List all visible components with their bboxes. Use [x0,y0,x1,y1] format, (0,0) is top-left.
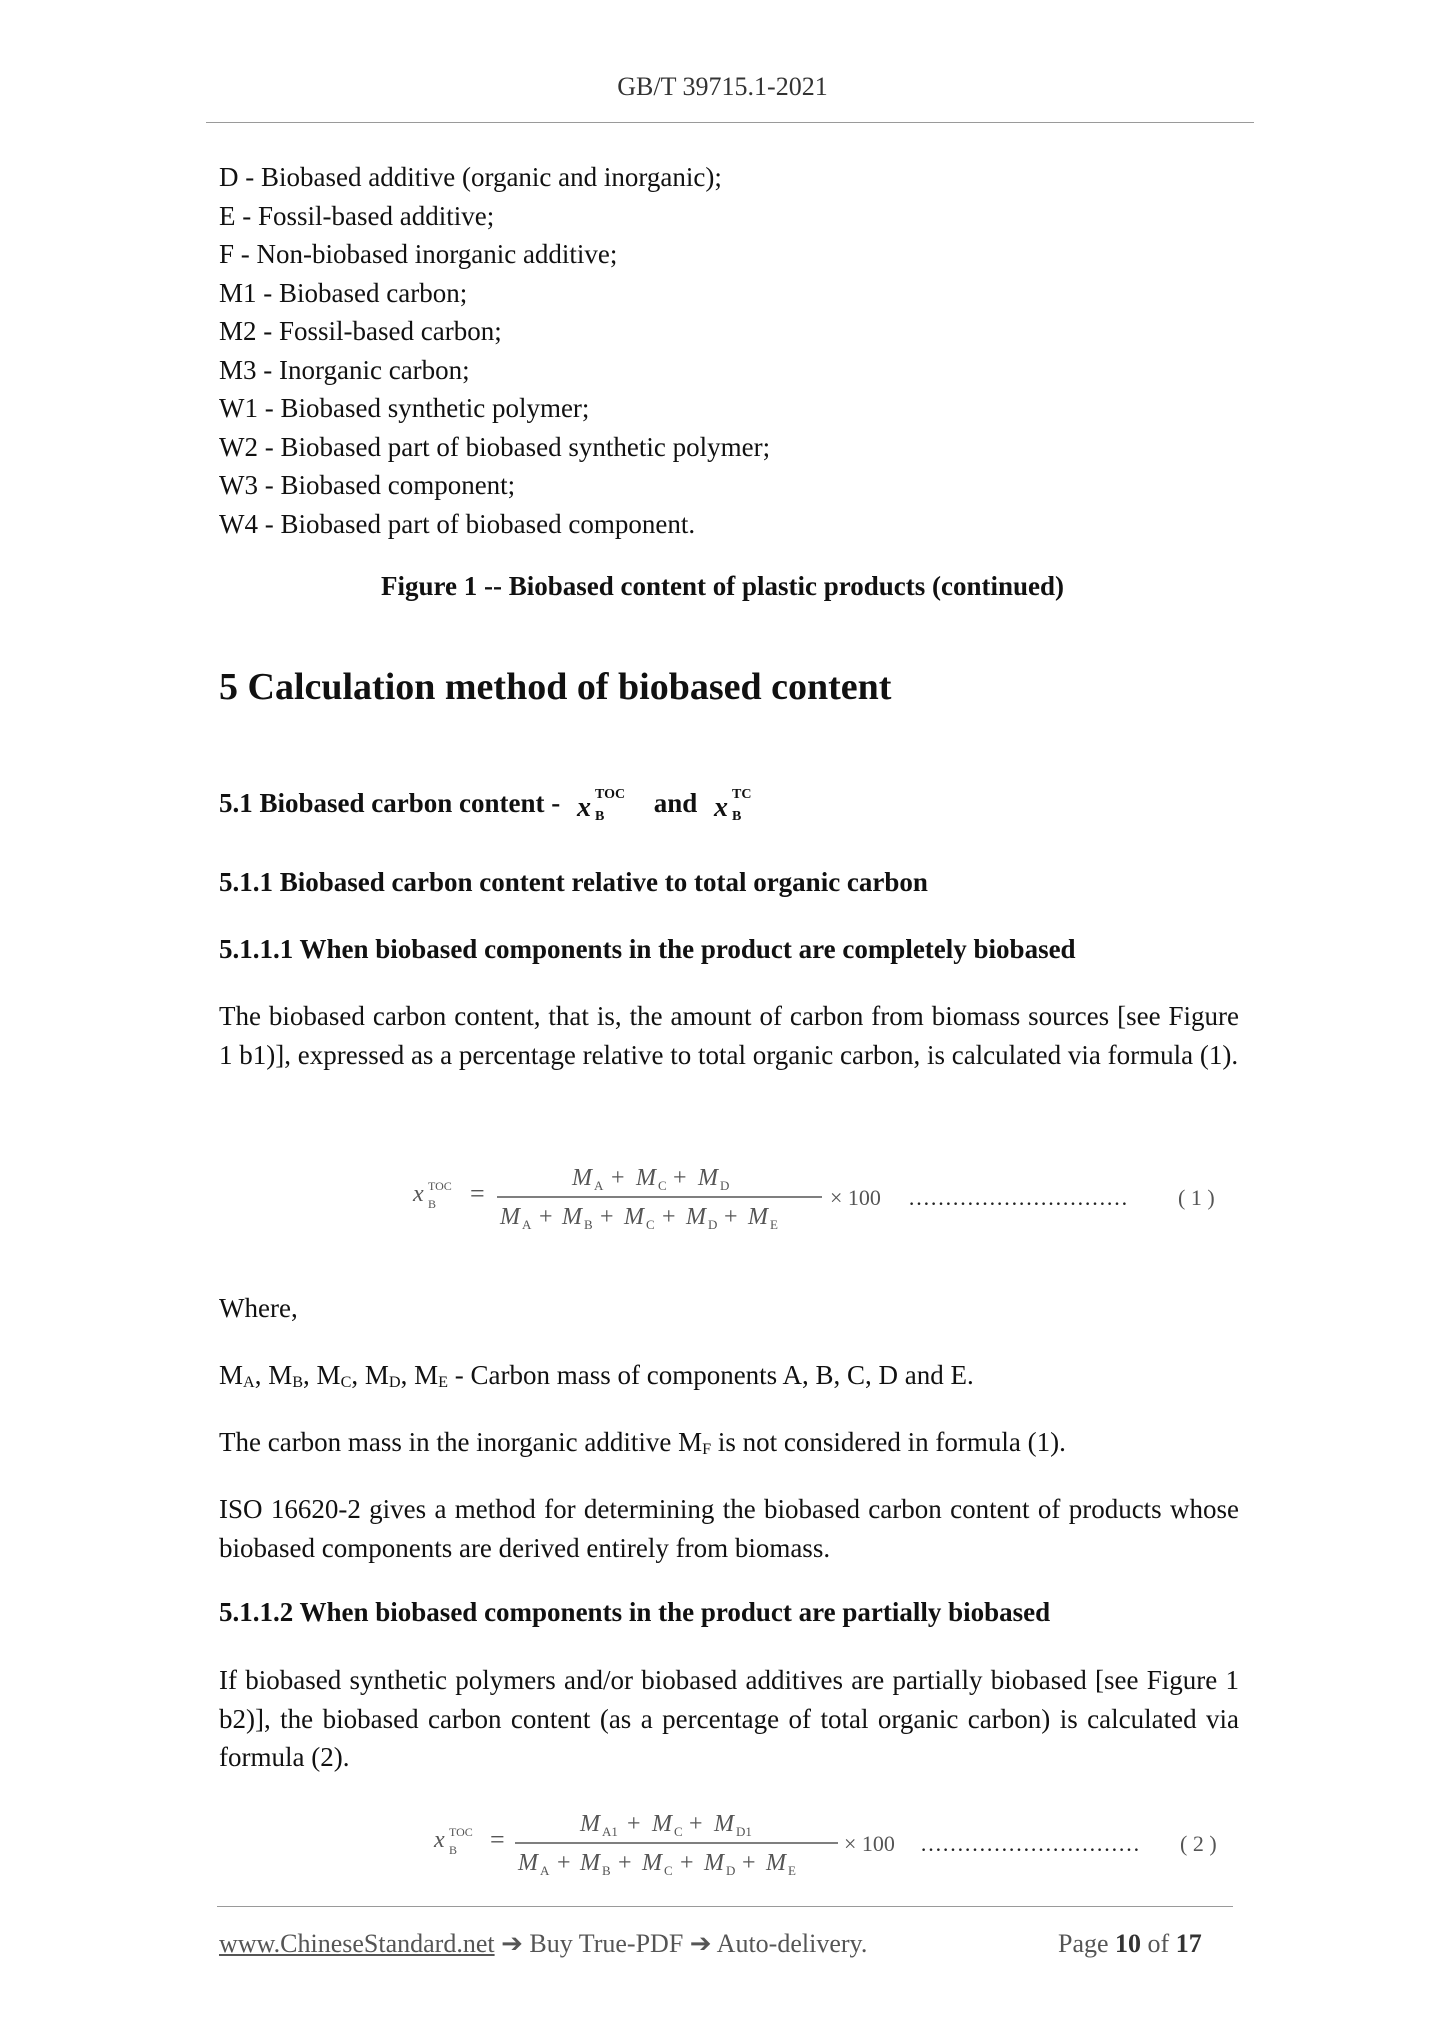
where-definition: $M_A$, $M_B$, $M_C$, $M_D$, $M_E$ - Carbon mass of components A, B, C, D and E. [219,1360,974,1392]
svg-text:M: M [572,1165,592,1191]
footer-left [219,1929,867,1959]
svg-text:M: M [642,1850,662,1876]
svg-text:M: M [766,1850,786,1876]
svg-text:A1: A1 [602,1824,618,1839]
figure-caption: Figure 1 -- Biobased content of plastic products (continued) [380,571,1064,601]
svg-text:+: + [618,1850,632,1876]
formula-lhs: x [434,1827,445,1853]
svg-text:M: M [580,1811,600,1837]
svg-text:+: + [742,1850,756,1876]
formula-2 [0,1796,1445,1886]
svg-text:+: + [600,1204,614,1230]
svg-text:× 100: × 100 [830,1185,881,1210]
header-divider [206,122,1254,123]
svg-text:M: M [580,1850,600,1876]
svg-text:A: A [540,1863,550,1878]
formula-number: ( 2 ) [1180,1831,1217,1856]
legend-item: W4 - Biobased part of biobased component. [219,508,696,539]
symbol-sub: B [732,809,742,824]
footer-delivery-text: Auto-delivery. [716,1929,868,1958]
svg-text:M: M [500,1204,520,1230]
svg-text:M: M [518,1850,538,1876]
symbol-base: x [714,792,729,823]
svg-text:=: = [470,1179,485,1208]
svg-text:C: C [646,1217,655,1232]
formula-lhs-sub: B [428,1197,437,1211]
svg-text:+: + [680,1850,694,1876]
legend-item: W2 - Biobased part of biobased synthetic polymer; [219,431,771,462]
section-5-1-1-2-heading: 5.1.1.2 When biobased components in the product are partially biobased [219,1597,1051,1627]
symbol-sub: B [595,809,605,824]
section-5-1-heading [219,784,770,828]
svg-text:+: + [557,1850,571,1876]
iso-paragraph: ISO 16620-2 gives a method for determining the biobased carbon content of products whose biobased components are derived entirely from biomass. [219,1494,1239,1563]
arrow-right-icon: ➔ [501,1929,523,1958]
document-id-header: GB/T 39715.1-2021 [617,72,828,101]
section-5-1-1-heading: 5.1.1 Biobased carbon content relative to total organic carbon [219,867,928,897]
svg-text:C: C [674,1824,683,1839]
section-5-1-1-1-heading: 5.1.1.1 When biobased components in the product are completely biobased [219,934,1076,964]
arrow-right-icon: ➔ [689,1929,712,1958]
symbol-x-b-toc [575,784,639,828]
symbol-sup: TC [732,787,752,802]
svg-text:A: A [522,1217,532,1232]
svg-text:× 100: × 100 [844,1831,895,1856]
legend-item: E - Fossil-based additive; [219,200,495,231]
svg-text:E: E [788,1863,796,1878]
formula-leader-dots: ………………………… [920,1831,1140,1856]
legend-item: W1 - Biobased synthetic polymer; [219,393,590,423]
legend-item: M1 - Biobased carbon; [219,277,468,308]
legend-item: M2 - Fossil-based carbon; [219,316,502,346]
formula-number: ( 1 ) [1178,1185,1215,1210]
svg-text:M: M [562,1204,582,1230]
svg-text:A: A [594,1178,604,1193]
svg-text:+: + [539,1204,553,1230]
svg-text:M: M [652,1811,672,1837]
svg-text:C: C [664,1863,673,1878]
legend-item: W3 - Biobased component; [219,470,516,500]
formula-lhs-sub: B [449,1843,458,1857]
svg-text:M: M [624,1204,644,1230]
current-page: 10 [1115,1929,1142,1958]
svg-text:M: M [686,1204,706,1230]
paragraph-5-1-1-1: The biobased carbon content, that is, the amount of carbon from biomass sources [see Figure 1 b1)], expressed as a percentage relative to total organic carbon, is calculated via formula (1). [219,1001,1239,1070]
formula-lhs-sup: TOC [428,1179,452,1193]
total-pages: 17 [1175,1929,1202,1958]
symbol-sup: TOC [595,787,626,802]
website-link[interactable]: www.ChineseStandard.net [219,1929,495,1958]
formula-leader-dots: ………………………… [908,1185,1128,1210]
symbol-x-b-tc [712,784,762,828]
legend-item: M3 - Inorganic carbon; [219,354,470,385]
svg-text:B: B [584,1217,593,1232]
section-5-heading: 5 Calculation method of biobased content [219,666,892,708]
where-label: Where, [219,1293,298,1323]
svg-text:M: M [698,1165,718,1191]
svg-text:M: M [704,1850,724,1876]
svg-text:D: D [720,1178,730,1193]
footer-divider [217,1906,1233,1907]
formula-lhs: x [413,1181,424,1207]
section-5-1-and: and [653,788,698,819]
where-description: - Carbon mass of components A, B, C, D and E. [454,1360,974,1390]
svg-text:D: D [708,1217,718,1232]
paragraph-5-1-1-2: If biobased synthetic polymers and/or biobased additives are partially biobased [see Figure 1 b2)], the biobased carbon content (as a percentage of total organic carbon) is calculated via formula (2). [219,1665,1239,1772]
svg-text:C: C [658,1178,667,1193]
page-indicator: Page 10 of 17 [1058,1929,1202,1958]
svg-text:+: + [673,1165,687,1191]
svg-text:M: M [748,1204,768,1230]
note-inorganic-additive: The carbon mass in the inorganic additive $M_F$ is not considered in formula (1). [219,1427,1066,1459]
svg-text:M: M [714,1811,734,1837]
svg-text:+: + [689,1811,703,1837]
formula-1 [0,1150,1445,1240]
svg-text:B: B [602,1863,611,1878]
legend-item: F - Non-biobased inorganic additive; [219,239,618,269]
symbol-base: x [577,792,592,823]
svg-text:+: + [627,1811,641,1837]
svg-text:+: + [611,1165,625,1191]
formula-lhs-sup: TOC [449,1825,473,1839]
figure-legend-list [219,158,770,543]
legend-item: D - Biobased additive (organic and inorganic); [219,162,722,192]
footer-buy-text: Buy True-PDF [529,1929,684,1958]
svg-text:D1: D1 [736,1824,752,1839]
svg-text:+: + [724,1204,738,1230]
svg-text:E: E [770,1217,778,1232]
section-5-1-prefix: 5.1 Biobased carbon content - [219,788,561,819]
svg-text:D: D [726,1863,736,1878]
svg-text:+: + [662,1204,676,1230]
svg-text:=: = [490,1825,505,1854]
svg-text:M: M [636,1165,656,1191]
